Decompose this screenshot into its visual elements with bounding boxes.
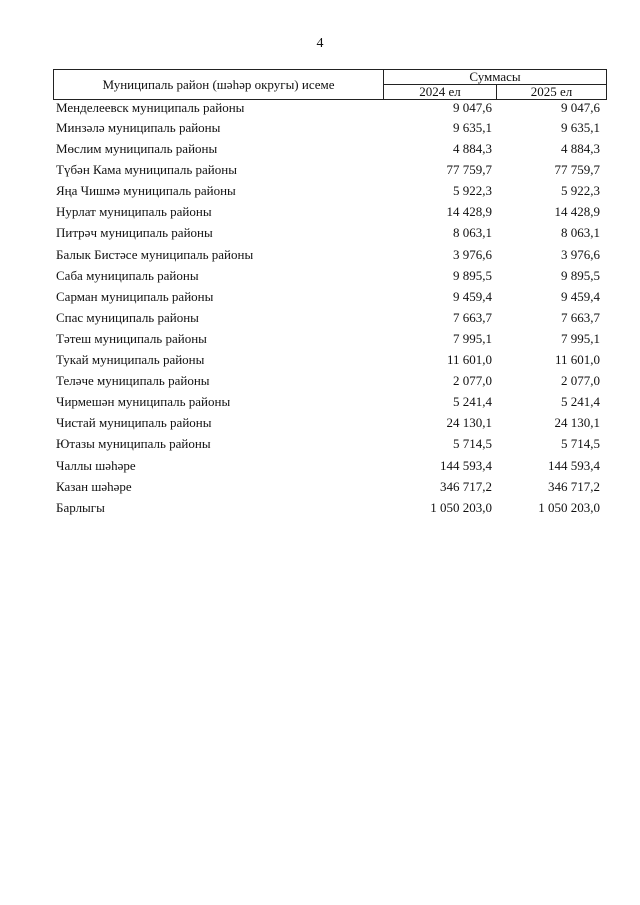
table-row (53, 352, 606, 373)
row-value-2025: 14 428,9 (554, 204, 600, 220)
row-value-2024: 3 976,6 (453, 246, 492, 262)
table-row (53, 120, 606, 141)
row-value-2024: 14 428,9 (446, 204, 492, 220)
row-name: Саба муниципаль районы (56, 267, 199, 283)
row-name: Ютазы муниципаль районы (56, 436, 211, 452)
row-value-2025: 5 922,3 (561, 183, 600, 199)
table-row (53, 268, 606, 289)
table-row (53, 100, 606, 120)
row-name: Казан шәһәре (56, 478, 132, 494)
row-value-2025: 2 077,0 (561, 373, 600, 389)
table-row (53, 500, 606, 521)
row-value-2024: 1 050 203,0 (430, 499, 492, 515)
row-value-2024: 4 884,3 (453, 141, 492, 157)
table-body (53, 100, 606, 521)
row-name: Балык Бистәсе муниципаль районы (56, 246, 254, 262)
row-value-2025: 9 459,4 (561, 288, 600, 304)
row-name: Сарман муниципаль районы (56, 288, 214, 304)
row-name: Мөслим муниципаль районы (56, 141, 218, 157)
row-value-2025: 9 047,6 (561, 100, 600, 115)
table-header (53, 69, 607, 100)
row-value-2025: 77 759,7 (554, 162, 600, 178)
row-value-2024: 2 077,0 (453, 373, 492, 389)
row-value-2025: 5 714,5 (561, 436, 600, 452)
header-year-2024: 2024 ел (384, 85, 497, 100)
table-row (53, 394, 606, 415)
row-value-2025: 9 895,5 (561, 267, 600, 283)
row-value-2024: 77 759,7 (446, 162, 492, 178)
row-value-2024: 8 063,1 (453, 225, 492, 241)
table-row (53, 436, 606, 457)
row-name: Минзәлә муниципаль районы (56, 120, 221, 135)
table-row (53, 225, 606, 246)
table-row (53, 204, 606, 225)
row-value-2024: 9 895,5 (453, 267, 492, 283)
row-value-2024: 9 047,6 (453, 100, 492, 115)
row-name: Тәтеш муниципаль районы (56, 330, 207, 346)
row-value-2025: 3 976,6 (561, 246, 600, 262)
table-row (53, 373, 606, 394)
table-row (53, 458, 606, 479)
table-row (53, 141, 606, 162)
row-name: Менделеевск муниципаль районы (56, 100, 245, 115)
table-row (53, 331, 606, 352)
row-value-2024: 346 717,2 (440, 478, 492, 494)
row-value-2025: 1 050 203,0 (538, 499, 600, 515)
row-value-2025: 9 635,1 (561, 120, 600, 135)
row-value-2024: 5 241,4 (453, 394, 492, 410)
row-value-2024: 24 130,1 (446, 415, 492, 431)
table-row (53, 310, 606, 331)
row-value-2024: 9 635,1 (453, 120, 492, 135)
row-value-2025: 24 130,1 (554, 415, 600, 431)
row-value-2025: 7 995,1 (561, 330, 600, 346)
table-row (53, 415, 606, 436)
row-name: Тукай муниципаль районы (56, 352, 205, 368)
page-number: 4 (316, 36, 324, 51)
row-value-2025: 11 601,0 (554, 352, 600, 368)
row-value-2024: 144 593,4 (440, 457, 492, 473)
row-name: Чистай муниципаль районы (56, 415, 212, 431)
table-row (53, 162, 606, 183)
header-name-column: Муниципаль район (шәһәр округы) исеме (54, 70, 384, 100)
row-value-2024: 7 995,1 (453, 330, 492, 346)
row-value-2024: 5 714,5 (453, 436, 492, 452)
row-value-2025: 144 593,4 (548, 457, 600, 473)
row-value-2025: 346 717,2 (548, 478, 600, 494)
row-value-2025: 5 241,4 (561, 394, 600, 410)
row-name: Барлыгы (56, 499, 105, 515)
table-row (53, 247, 606, 268)
row-value-2025: 7 663,7 (561, 309, 600, 325)
header-sum-group: Суммасы (384, 70, 607, 85)
row-value-2024: 11 601,0 (446, 352, 492, 368)
row-name: Питрәч муниципаль районы (56, 225, 213, 241)
table-row (53, 479, 606, 500)
row-name: Түбән Кама муниципаль районы (56, 162, 237, 178)
row-name: Теләче муниципаль районы (56, 373, 210, 389)
row-value-2025: 4 884,3 (561, 141, 600, 157)
row-name: Чирмешән муниципаль районы (56, 394, 231, 410)
budget-table (53, 69, 606, 521)
row-value-2024: 5 922,3 (453, 183, 492, 199)
row-value-2025: 8 063,1 (561, 225, 600, 241)
table-row (53, 289, 606, 310)
header-year-2025: 2025 ел (497, 85, 607, 100)
row-name: Яңа Чишмә муниципаль районы (56, 183, 236, 199)
row-value-2024: 9 459,4 (453, 288, 492, 304)
row-name: Нурлат муниципаль районы (56, 204, 212, 220)
row-name: Чаллы шәһәре (56, 457, 136, 473)
row-value-2024: 7 663,7 (453, 309, 492, 325)
row-name: Спас муниципаль районы (56, 309, 199, 325)
table-row (53, 183, 606, 204)
